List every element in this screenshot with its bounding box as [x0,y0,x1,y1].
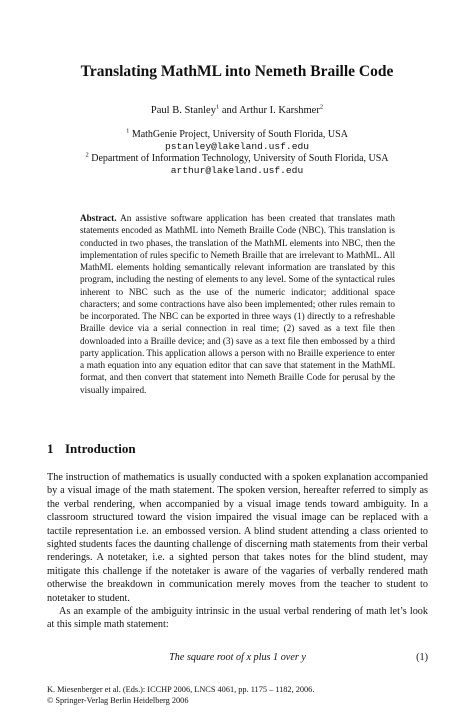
affiliation-org: Department of Information Technology, University of South Florida, USA [91,153,389,164]
copyright-line: © Springer-Verlag Berlin Heidelberg 2006 [47,696,189,705]
author-email: pstanley@lakeland.usf.edu [165,141,309,153]
author-name: Paul B. Stanley [150,105,216,116]
affiliation-2 [0,153,474,177]
section-number: 1 [47,441,54,456]
citation-line: K. Miesenberger et al. (Eds.): ICCHP 2006, LNCS 4061, pp. 1175 – 1182, 2006. [47,685,315,694]
paper-title: Translating MathML into Nemeth Braille Code [80,63,394,80]
equation-number: (1) [416,652,428,663]
intro-paragraph-2: As an example of the ambiguity intrinsic in the usual verbal rendering of math let’s look at this simple math statement: [47,606,428,631]
affiliation-mark: 1 [215,103,220,111]
abstract [80,212,395,396]
affiliation-mark: 2 [85,151,89,159]
abstract-label: Abstract. [80,213,117,223]
affiliation-1 [0,129,474,153]
abstract-text: An assistive software application has been created that translates math statements encoded as MathML into Nemeth Braille Code (NBC). This translation is conducted in two phases, the translation of the MathML elements into NBC, then the implementation of rules specific to Nemeth Braille that are irrelevant to MathML. All MathML elements holding semantically relevant information are translated by this program, including the nesting of elements to any level. Some of the syntactical rules inherent to NBC such as the use of the numeric indicator; additional space characters; and some contractions have also been implemented; other rules remain to be incorporated. The NBC can be exported in three ways (1) directly to a refreshable Braille device via a serial connection in real time; (2) saved as a text file then downloaded into a Braille device; and (3) save as a text file then embossed by a third party application. This application allows a person with no Braille experience to enter a math equation into any equation editor that can save that statement in the MathML format, and then convert that statement into Nemeth Braille Code for perusal by the visually impaired. [80,213,395,395]
intro-paragraph-1: The instruction of mathematics is usually conducted with a spoken explanation accompanied by a visual image of the math statement. The spoken version, hereafter referred to simply as the verbal rendering, when accompanied by a visual image tends toward ambiguity. In a classroom structured toward the vision impaired the visual image can be replaced with a tactile representation i.e. an embossed version. A blind student attending a class oriented to sighted students faces the daunting challenge of discerning math statements from their verbal renderings. A notetaker, i.e. a sighted person that takes notes for the blind student, may mitigate this challenge if the notetaker is aware of the vagaries of verbally rendered math otherwise the breakdown in communication merely moves from the teacher to student to notetaker to student. [47,472,428,604]
author-name: Arthur I. Karshmer [239,105,320,116]
section-title: Introduction [65,441,136,456]
author-connector: and [219,105,240,116]
affiliation-org: MathGenie Project, University of South Florida, USA [131,129,348,140]
equation-text: The square root of x plus 1 over y [169,652,306,663]
author-email: arthur@lakeland.usf.edu [170,165,304,177]
affiliation-mark: 2 [319,103,324,111]
page-footer [47,684,447,706]
affiliation-mark: 1 [126,127,130,135]
author-line [0,104,474,117]
equation [47,651,428,664]
section-heading [47,441,136,457]
